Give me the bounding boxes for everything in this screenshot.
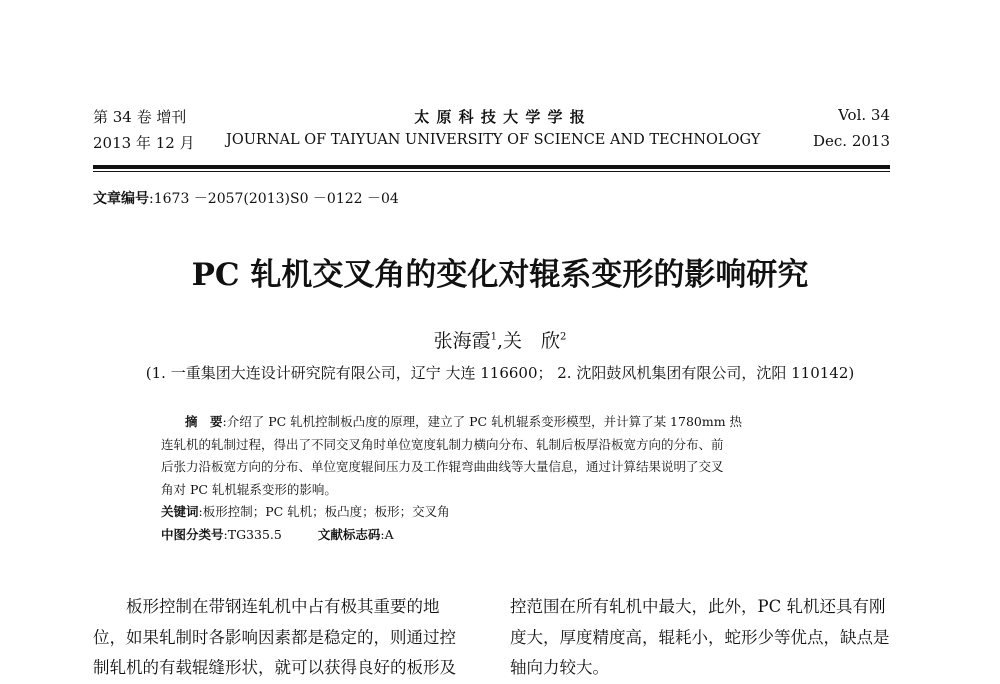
doc-code-value: :A (380, 526, 394, 542)
header-journal-cn: 太 原 科 技 大 学 学 报 (414, 108, 586, 126)
abstract-line: 后张力沿板宽方向的分布、单位宽度辊间压力及工作辊弯曲曲线等大量信息，通过计算结果说明了交叉 (161, 459, 724, 474)
body-column-left (93, 592, 485, 684)
keywords-line (161, 501, 861, 524)
affiliations: (1. 一重集团大连设计研究院有限公司，辽宁 大连 116600； 2. 沈阳鼓风机集团有限公司，沈阳 110142) (145, 364, 855, 382)
abstract-label: 摘 要 (185, 414, 223, 429)
author-1-affil-marker: 1 (490, 331, 497, 343)
body-line: 控范围在所有轧机中最大，此外，PC 轧机还具有刚 (510, 597, 886, 616)
abstract-line: 连轧机的轧制过程，得出了不同交叉角时单位宽度轧制力横向分布、轧制后板厚沿板宽方向的分布、前 (161, 436, 724, 452)
author-2: 关 欣 (503, 330, 561, 352)
abstract-line (161, 411, 861, 434)
author-line (0, 326, 1000, 353)
classification-value: :TG335.5 (223, 526, 282, 542)
article-id (93, 188, 399, 208)
body-line: 轴向力较大。 (510, 658, 609, 677)
paper-title: PC 轧机交叉角的变化对辊系变形的影响研究 (191, 257, 809, 293)
header-rule-thick (93, 165, 890, 169)
body-line: 度大，厚度精度高，辊耗小，蛇形少等优点，缺点是 (510, 627, 890, 647)
abstract-block (161, 411, 861, 546)
header-journal-en: JOURNAL OF TAIYUAN UNIVERSITY OF SCIENCE AND TECHNOLOGY (226, 132, 761, 148)
classification-line (161, 524, 861, 547)
header-volume-en: Vol. 34 (838, 106, 890, 124)
body-line: 板形控制在带钢连轧机中占有极其重要的地 (93, 597, 440, 616)
body-line: 位，如果轧制时各影响因素都是稳定的，则通过控 (93, 627, 456, 647)
article-id-label: 文章编号 (93, 191, 149, 207)
keywords-label: 关键词 (161, 504, 199, 519)
author-separator: , (496, 330, 504, 352)
classification-label: 中图分类号 (161, 526, 224, 542)
header-volume-cn: 第 34 卷 增刊 (93, 108, 187, 126)
author-1: 张海霞 (433, 330, 491, 352)
abstract-line: 角对 PC 轧机辊系变形的影响。 (161, 481, 337, 497)
doc-code-label: 文献标志码 (317, 526, 381, 542)
keywords-value: :板形控制；PC 轧机；板凸度；板形；交叉角 (198, 504, 450, 519)
abstract-text-1: :介绍了 PC 轧机控制板凸度的原理，建立了 PC 轧机辊系变形模型，并计算了某 1780mm 热 (222, 414, 743, 429)
article-id-value: :1673 －2057(2013)S0 －0122 －04 (149, 191, 399, 207)
header-date-en: Dec. 2013 (812, 132, 890, 150)
header-rule-thin (93, 171, 890, 172)
body-line: 制轧机的有载辊缝形状，就可以获得良好的板形及 (93, 658, 456, 677)
author-2-affil-marker: 2 (560, 331, 567, 343)
body-column-right (510, 592, 890, 684)
header-date-cn: 2013 年 12 月 (93, 134, 195, 152)
